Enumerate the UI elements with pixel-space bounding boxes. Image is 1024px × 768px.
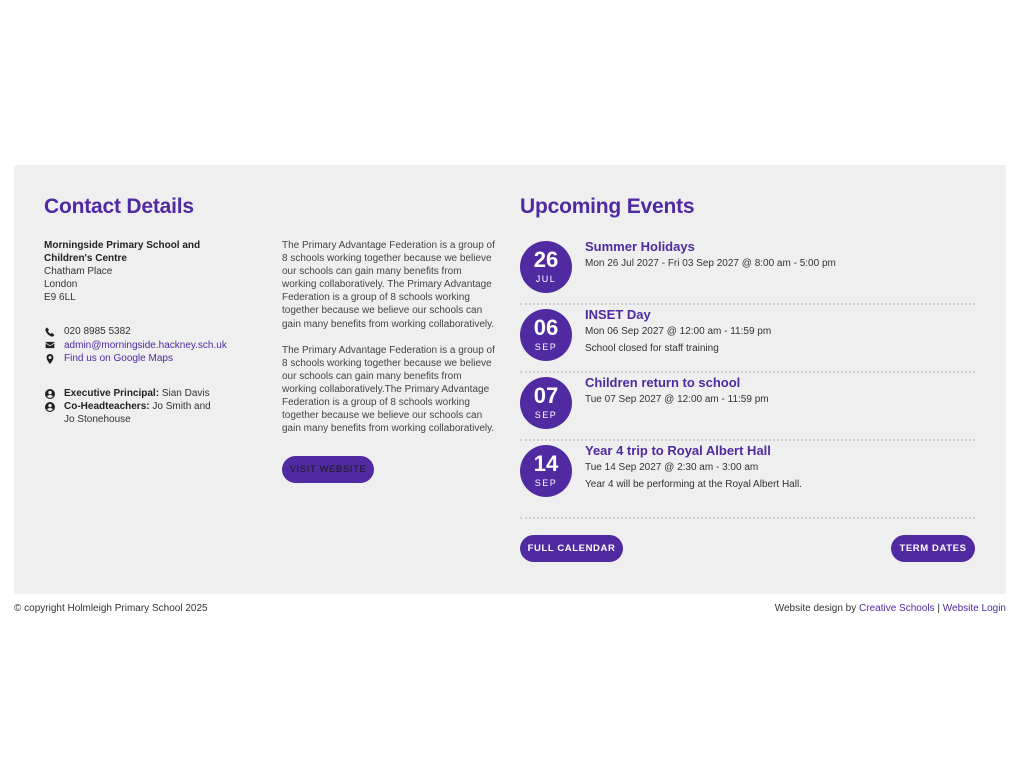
events-list (520, 237, 975, 519)
user-circle-icon (44, 387, 56, 400)
user-circle-icon (44, 400, 56, 413)
exec-label: Executive Principal: (64, 388, 160, 399)
visit-website-button[interactable]: VISIT WEBSITE (282, 456, 374, 483)
event-item[interactable] (520, 305, 975, 373)
event-date-badge (520, 377, 572, 429)
about-paragraph-2: The Primary Advantage Federation is a group of 8 schools working together because we believe our schools can gain many benefits from working collaboratively.The Primary Advantage Federation is a group of 8 schools working together because we believe our schools can gain many benefits from working collaboratively. (282, 344, 495, 435)
address-line-2: London (44, 279, 78, 290)
school-name: Morningside Primary School and Children's Centre (44, 240, 201, 264)
footer-credits (775, 603, 1006, 614)
full-calendar-button[interactable]: FULL CALENDAR (520, 535, 623, 562)
event-description: School closed for staff training (585, 343, 719, 354)
event-date-badge (520, 309, 572, 361)
event-month: JUL (535, 274, 557, 284)
event-month: SEP (534, 478, 558, 488)
creative-schools-link[interactable]: Creative Schools (859, 603, 935, 614)
term-dates-button[interactable]: TERM DATES (891, 535, 975, 562)
event-time: Tue 07 Sep 2027 @ 12:00 am - 11:59 pm (585, 394, 769, 405)
address-line-1: Chatham Place (44, 266, 113, 277)
copyright-text: © copyright Holmleigh Primary School 2025 (14, 603, 208, 614)
exec-name: Sian Davis (161, 388, 210, 399)
design-prefix: Website design by (774, 603, 857, 614)
phone-number[interactable]: 020 8985 5382 (64, 326, 131, 337)
phone-row (44, 325, 227, 339)
event-title[interactable]: Year 4 trip to Royal Albert Hall (585, 443, 771, 458)
address-block (44, 239, 224, 304)
event-item[interactable] (520, 373, 975, 441)
event-day: 14 (533, 451, 559, 476)
events-heading: Upcoming Events (520, 195, 695, 218)
event-month: SEP (534, 342, 558, 352)
event-item[interactable] (520, 441, 975, 519)
map-row (44, 352, 227, 366)
email-link[interactable]: admin@morningside.hackney.sch.uk (64, 339, 227, 351)
envelope-icon (44, 339, 56, 351)
event-day: 06 (533, 315, 559, 340)
event-time: Tue 14 Sep 2027 @ 2:30 am - 3:00 am (585, 462, 759, 473)
event-month: SEP (534, 410, 558, 420)
website-login-link[interactable]: Website Login (942, 603, 1006, 614)
staff-list (44, 387, 224, 426)
contact-list (44, 325, 227, 366)
co-headteachers-row (44, 400, 224, 426)
phone-icon (44, 326, 56, 338)
event-day: 26 (533, 247, 559, 272)
cohead-names: Jo Smith and Jo Stonehouse (64, 401, 211, 425)
google-maps-link[interactable]: Find us on Google Maps (64, 353, 173, 364)
event-time: Mon 26 Jul 2027 - Fri 03 Sep 2027 @ 8:00 am - 5:00 pm (585, 258, 836, 269)
federation-about (282, 239, 498, 448)
about-paragraph-1: The Primary Advantage Federation is a group of 8 schools working together because we believe our schools can gain many benefits from working collaboratively. The Primary Advantage Federation is a group of 8 schools working together because we believe our schools can gain many benefits from working collaboratively. (282, 240, 495, 330)
event-title[interactable]: INSET Day (585, 307, 651, 322)
event-date-badge (520, 445, 572, 497)
event-day: 07 (533, 383, 559, 408)
address-line-3: E9 6LL (44, 292, 76, 303)
event-date-badge (520, 241, 572, 293)
cohead-label: Co-Headteachers: (64, 401, 150, 412)
event-description: Year 4 will be performing at the Royal Albert Hall. (585, 479, 802, 490)
event-title[interactable]: Summer Holidays (585, 239, 695, 254)
email-row (44, 339, 227, 353)
footer-separator: | (937, 603, 941, 614)
event-time: Mon 06 Sep 2027 @ 12:00 am - 11:59 pm (585, 326, 772, 337)
contact-heading: Contact Details (44, 195, 194, 218)
executive-principal-row (44, 387, 224, 400)
footer-panel (14, 165, 1006, 594)
event-item[interactable] (520, 237, 975, 305)
event-title[interactable]: Children return to school (585, 375, 741, 390)
map-pin-icon (44, 353, 56, 365)
